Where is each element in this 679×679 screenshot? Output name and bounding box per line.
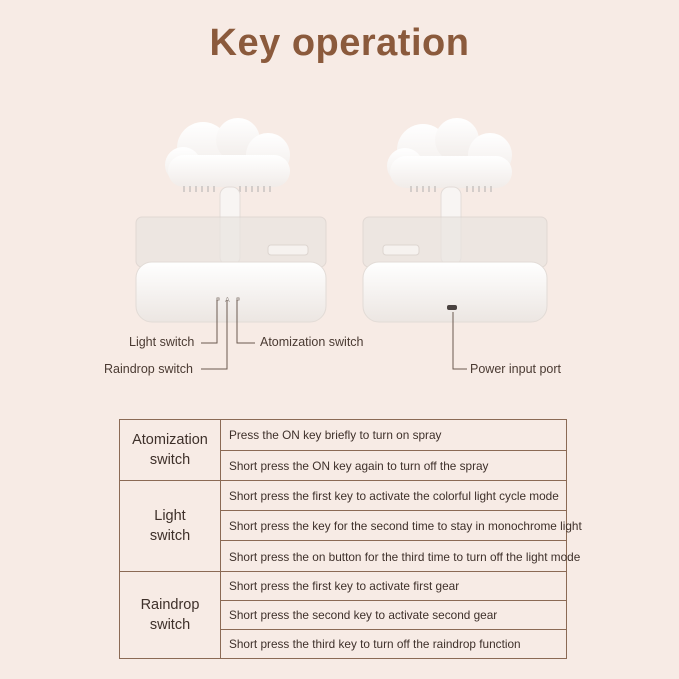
table-head-cell: [120, 420, 221, 480]
power-input-port-label: Power input port: [470, 362, 562, 376]
table-head-cell: [120, 481, 221, 571]
head-line: switch: [149, 528, 191, 544]
table-row: Short press the key for the second time to stay in monochrome light: [221, 511, 566, 541]
atomization-switch-label: Atomization switch: [260, 335, 364, 349]
head-line: Light: [154, 508, 186, 524]
head-line: switch: [149, 452, 191, 468]
head-line: switch: [149, 617, 191, 633]
table-row: Short press the first key to activate first gear: [221, 572, 566, 601]
table-row: Press the ON key briefly to turn on spray: [221, 420, 566, 451]
table-group-raindrop: [120, 572, 566, 658]
table-head-cell: [120, 572, 221, 658]
humidifier-back-image: [355, 110, 565, 335]
table-row: Short press the on button for the third time to turn off the light mode: [229, 549, 581, 564]
table-group-light: [120, 481, 582, 572]
table-row: Short press the second key to activate second gear: [221, 601, 566, 630]
raindrop-switch-label: Raindrop switch: [104, 362, 193, 376]
svg-text:A: A: [225, 296, 230, 304]
light-switch-label: Light switch: [129, 335, 195, 349]
head-line: Atomization: [132, 432, 208, 448]
table-group-atomization: [120, 420, 566, 481]
table-row: Short press the first key to activate the colorful light cycle mode: [221, 481, 566, 511]
table-row: Short press the ON key again to turn off the spray: [229, 459, 489, 473]
cloud-lamp: [165, 118, 290, 187]
key-operation-table: [119, 419, 582, 659]
table-row: Short press the third key to turn off the raindrop function: [229, 637, 521, 651]
head-line: Raindrop: [140, 597, 200, 613]
page-title: Key operation: [209, 22, 470, 64]
